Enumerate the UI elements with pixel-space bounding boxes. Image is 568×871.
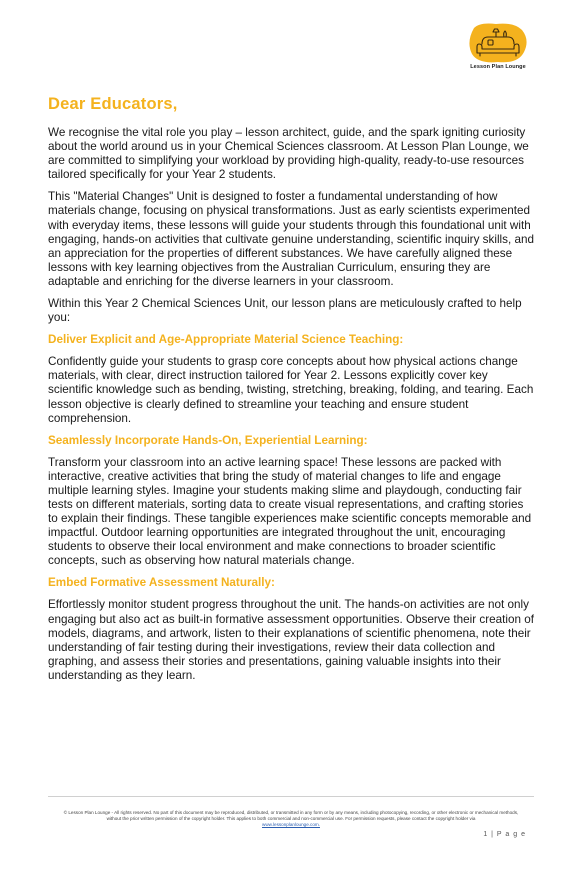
section-body-formative-assessment: Effortlessly monitor student progress throughout the unit. The hands-on activities are not only engaging but also act as built-in formative assessment opportunities. Observe their creation of models, diagrams, and artwork, listen to their explanations of scientific phenomena, note their understanding of fair testing during their investigations, review their data collection and graphing, and assess their stories and presentations, gaining valuable insights into their understanding as they learn. — [48, 598, 534, 682]
letter-greeting: Dear Educators, — [48, 95, 178, 113]
page-number: 1 | P a g e — [483, 831, 526, 838]
copyright-notice — [60, 810, 522, 829]
section-heading-formative-assessment: Embed Formative Assessment Naturally: — [48, 576, 275, 590]
logo-text: Lesson Plan Lounge — [470, 64, 526, 70]
section-body-explicit-teaching: Confidently guide your students to grasp core concepts about how physical actions change materials, with clear, direct instruction tailored for Year 2. Lessons explicitly cover key scientific knowledge such as bending, twisting, stretching, breaking, folding, and tearing. Each lesson objective is clearly defined to streamline your teaching and ensure student comprehension. — [48, 355, 534, 425]
section-body-hands-on-learning: Transform your classroom into an active learning space! These lessons are packed with interactive, creative activities that bring the study of material changes to life and engage multiple learning styles. Imagine your students making slime and playdough, conducting fair tests on different materials, sorting data to create visual representations, and crafting stories to explain their findings. These tangible experiences make scientific concepts memorable and impactful. Outdoor learning opportunities are integrated throughout the unit, encouraging students to observe their local environment and make connections to broader scientific concepts, such as observing how natural materials change. — [48, 455, 532, 568]
footer-divider — [48, 796, 534, 797]
website-link[interactable]: www.lessonplanlounge.com. — [262, 822, 320, 828]
lesson-plan-lounge-logo — [466, 22, 530, 74]
section-heading-hands-on-learning: Seamlessly Incorporate Hands-On, Experiential Learning: — [48, 433, 368, 447]
lead-in-paragraph: Within this Year 2 Chemical Sciences Unit, our lesson plans are meticulously crafted to help you: — [48, 297, 522, 325]
unit-description-paragraph: This "Material Changes" Unit is designed to foster a fundamental understanding of how materials change, focusing on physical transformations. Just as early scientists experimented with everyday items, these lessons will guide your students through this foundational unit with engaging, hands-on activities that cultivate genuine understanding, scientific inquiry skills, and an appreciation for the properties of different substances. We have carefully aligned these lessons with key learning objectives from the Australian Curriculum, ensuring they are adaptable and enriching for the diverse learners in your classroom. — [48, 190, 534, 288]
intro-paragraph: We recognise the vital role you play – lesson architect, guide, and the spark igniting curiosity about the world around us in your Chemical Sciences classroom. At Lesson Plan Lounge, we are committed to simplifying your workload by providing high-quality, ready-to-use resources tailored specifically for your Year 2 students. — [48, 126, 529, 182]
copyright-text: © Lesson Plan Lounge - All rights reserved. No part of this document may be reproduced, distributed, or transmitted in any form or by any means, including photocopying, recording, or other electronic or mechanical methods, without the prior written permission of the copyright holder. This applies to both commercial and non-commercial use. For permission requests, please contact the copyright holder via — [63, 810, 519, 822]
letter-body — [48, 95, 534, 691]
sofa-logo-icon — [466, 22, 530, 66]
section-heading-explicit-teaching: Deliver Explicit and Age-Appropriate Material Science Teaching: — [48, 333, 404, 347]
